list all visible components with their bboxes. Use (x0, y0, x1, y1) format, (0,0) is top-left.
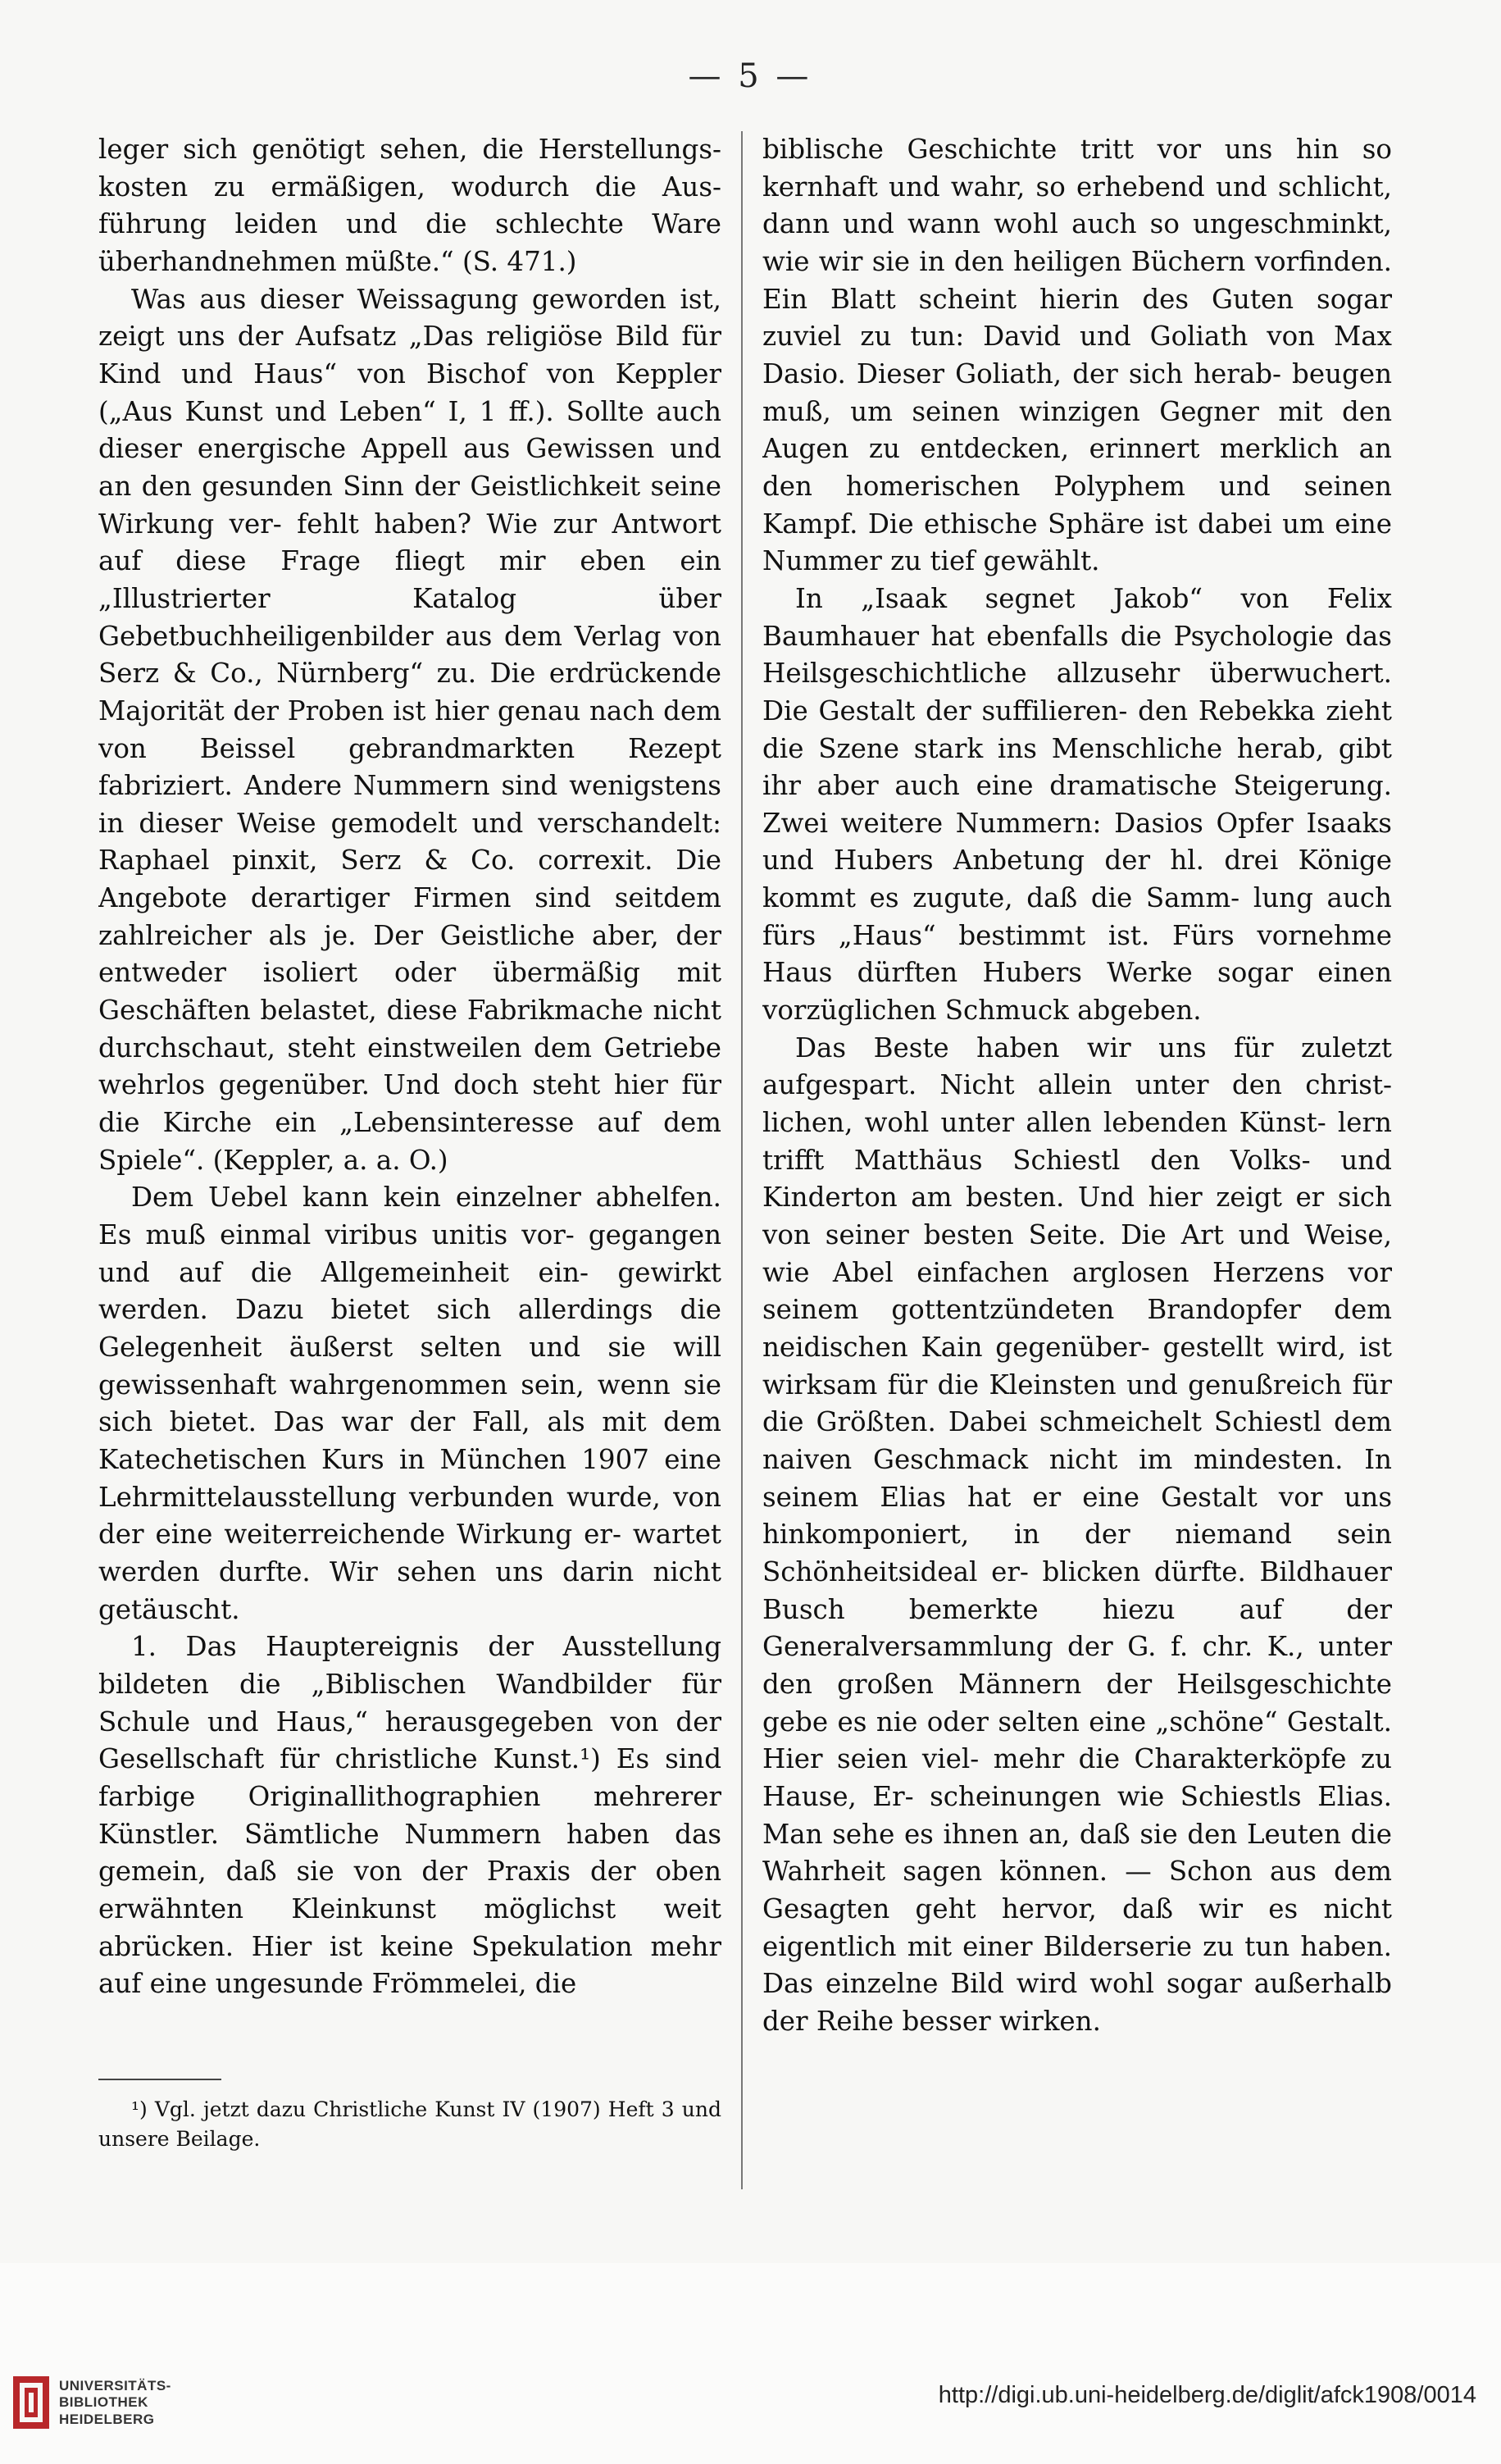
paragraph: In „Isaak segnet Jakob“ von Felix Baumhauer hat ebenfalls die Psychologie das Heilsgeschichtliche allzusehr überwuchert. Die Gestalt der suffilieren- den Rebekka zieht die Szene stark ins Menschliche herab, gibt ihr aber auch eine dramatische Steigerung. Zwei weitere Nummern: Dasios Opfer Isaaks und Hubers Anbetung der hl. drei Könige kommt es zugute, daß die Samm- lung auch fürs „Haus“ bestimmt ist. Fürs vornehme Haus dürften Hubers Werke sogar einen vorzüglichen Schmuck abgeben. (762, 582, 1392, 1027)
paragraph: 1. Das Hauptereignis der Ausstellung bildeten die „Biblischen Wandbilder für Schule und Haus,“ herausgegeben von der Gesellschaft für christliche Kunst.¹) Es sind farbige Originallithographien mehrerer Künstler. Sämtliche Nummern haben das gemein, daß sie von der Praxis der oben erwähnten Kleinkunst möglichst weit abrücken. Hier ist keine Spekulation mehr auf eine ungesunde Frömmelei, die (98, 1631, 721, 2000)
library-logo (11, 2370, 216, 2452)
library-seal-icon (11, 2375, 51, 2430)
library-name-line: BIBLIOTHEK (59, 2394, 148, 2411)
left-column (98, 131, 721, 2181)
footnote: ¹) Vgl. jetzt dazu Christliche Kunst IV (1907) Heft 3 und unsere Beilage. (98, 2097, 721, 2152)
paragraph: Dem Uebel kann kein einzelner abhelfen. Es muß einmal viribus unitis vor- gegangen und auf die Allgemeinheit ein- gewirkt werden. Dazu bietet sich allerdings die Gelegenheit äußerst selten und sie will gewissenhaft wahrgenommen sein, wenn sie sich bietet. Das war der Fall, als mit dem Katechetischen Kurs in München 1907 eine Lehrmittelausstellung verbunden wurde, von der eine weiterreichende Wirkung er- wartet werden durfte. Wir sehen uns darin nicht getäuscht. (98, 1182, 721, 1625)
paragraph: biblische Geschichte tritt vor uns hin so kernhaft und wahr, so erhebend und schlicht, dann und wann wohl auch so ungeschminkt, wie wir sie in den heiligen Büchern vorfinden. Ein Blatt scheint hierin des Guten sogar zuviel zu tun: David und Goliath von Max Dasio. Dieser Goliath, der sich herab- beugen muß, um seinen winzigen Gegner mit den Augen zu entdecken, erinnert merklich an den homerischen Polyphem und seinen Kampf. Die ethische Sphäre ist dabei um eine Nummer zu tief gewählt. (762, 134, 1392, 577)
paragraph: leger sich genötigt sehen, die Herstellungs- kosten zu ermäßigen, wodurch die Aus- führung leiden und die schlechte Ware überhandnehmen müßte.“ (S. 471.) (98, 134, 721, 277)
page-footer (0, 2263, 1501, 2464)
library-name-line: HEIDELBERG (59, 2411, 155, 2427)
library-name-line: UNIVERSITÄTS- (59, 2378, 171, 2393)
page-number: — 5 — (688, 57, 812, 95)
paragraph: Was aus dieser Weissagung geworden ist, zeigt uns der Aufsatz „Das religiöse Bild für Kind und Haus“ von Bischof von Keppler („Aus Kunst und Leben“ I, 1 ff.). Sollte auch dieser energische Appell aus Gewissen und an den gesunden Sinn der Geistlichkeit seine Wirkung ver- fehlt haben? Wie zur Antwort auf diese Frage fliegt mir eben ein „Illustrierter Katalog über Gebetbuchheiligenbilder aus dem Verlag von Serz & Co., Nürnberg“ zu. Die erdrückende Majorität der Proben ist hier genau nach dem von Beissel gebrandmarkten Rezept fabriziert. Andere Nummern sind wenigstens in dieser Weise gemodelt und verschandelt: Raphael pinxit, Serz & Co. correxit. Die Angebote derartiger Firmen sind seitdem zahlreicher als je. Der Geistliche aber, der entweder isoliert oder übermäßig mit Geschäften belastet, diese Fabrikmache nicht durchschaut, steht einstweilen dem Getriebe wehrlos gegenüber. Und doch steht hier für die Kirche ein „Lebensinteresse auf dem Spiele“. (Keppler, a. a. O.) (98, 283, 721, 1176)
library-name (59, 2378, 171, 2428)
source-url[interactable]: http://digi.ub.uni-heidelberg.de/diglit/afck1908/0014 (938, 2382, 1476, 2408)
paragraph: Das Beste haben wir uns für zuletzt aufgespart. Nicht allein unter den christ- lichen, wohl unter allen lebenden Künst- lern trifft Matthäus Schiestl den Volks- und Kinderton am besten. Und hier zeigt er sich von seiner besten Seite. Die Art und Weise, wie Abel einfachen arglosen Herzens vor seinem gottentzündeten Brandopfer dem neidischen Kain gegenüber- gestellt wird, ist wirksam für die Kleinsten und genußreich für die Größten. Dabei schmeichelt Schiestl dem naiven Geschmack nicht im mindesten. In seinem Elias hat er eine Gestalt vor uns hinkomponiert, in der niemand sein Schönheitsideal er- blicken dürfte. Bildhauer Busch bemerkte hiezu auf der Generalversammlung der G. f. chr. K., unter den großen Männern der Heilsgeschichte gebe es nie oder selten eine „schöne“ Gestalt. Hier seien viel- mehr die Charakterköpfe zu Hause, Er- scheinungen wie Schiestls Elias. Man sehe es ihnen an, daß sie den Leuten die Wahrheit sagen können. — Schon aus dem Gesagten geht hervor, daß wir es nicht eigentlich mit einer Bilderserie zu tun haben. Das einzelne Bild wird wohl sogar außerhalb der Reihe besser wirken. (762, 1032, 1392, 2037)
footnote-divider (98, 2079, 221, 2080)
column-divider (741, 131, 743, 2189)
right-column (762, 131, 1392, 2181)
